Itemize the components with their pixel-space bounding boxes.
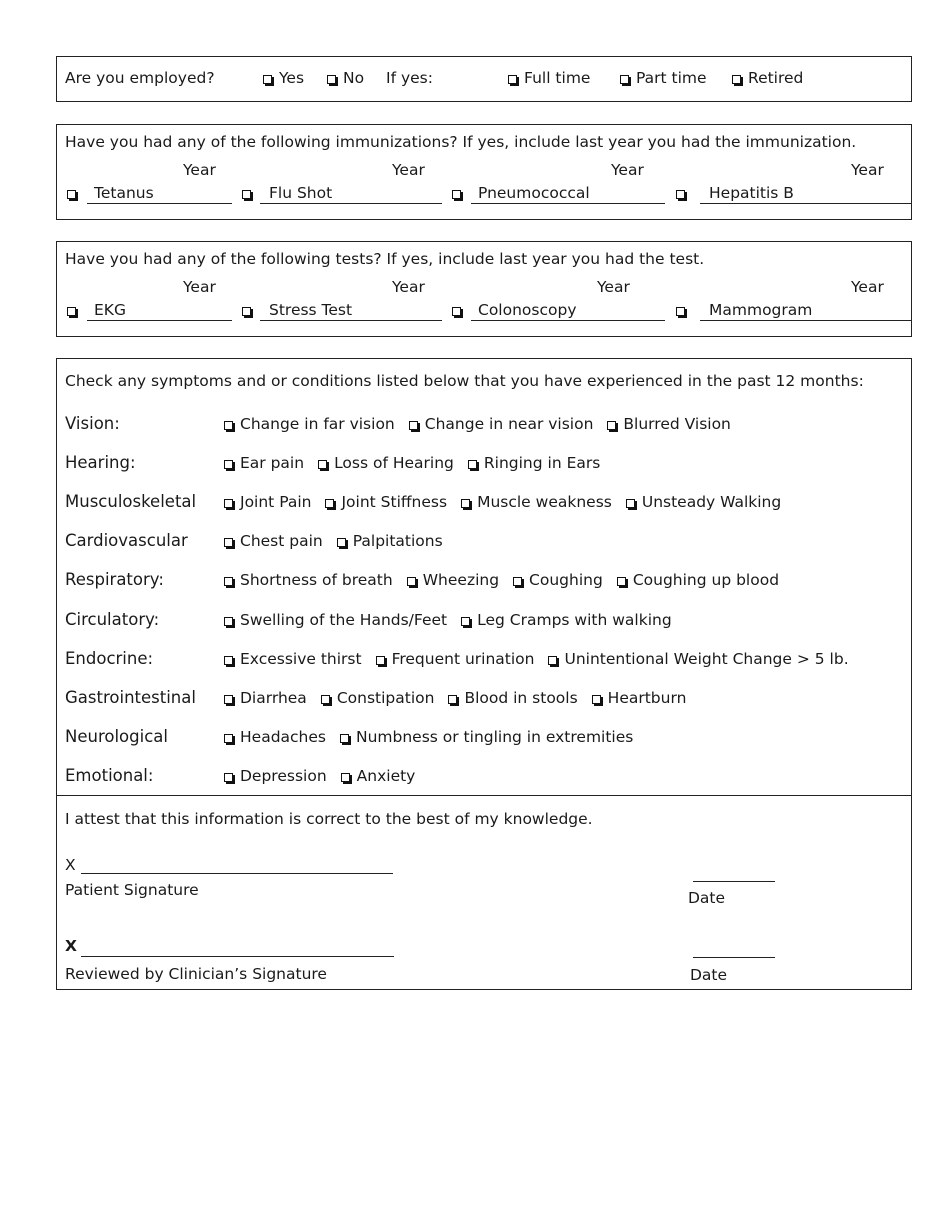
symptom-option-label: Wheezing — [422, 571, 500, 589]
checkbox-icon[interactable] — [461, 617, 470, 626]
pneumococcal-year-line[interactable] — [471, 203, 665, 204]
symptom-option[interactable] — [513, 571, 603, 589]
patient-date-line[interactable] — [693, 881, 775, 882]
symptom-option[interactable] — [224, 532, 323, 550]
retired-label: Retired — [748, 69, 804, 87]
employed-yes-label: Yes — [279, 69, 305, 87]
tests-section — [56, 241, 912, 337]
checkbox-icon[interactable] — [224, 499, 233, 508]
symptom-options-row — [224, 611, 686, 629]
checkbox-icon[interactable] — [242, 190, 251, 199]
checkbox-icon[interactable] — [452, 190, 461, 199]
tetanus-label: Tetanus — [94, 184, 154, 202]
checkbox-icon[interactable] — [607, 421, 616, 430]
symptom-option[interactable] — [224, 415, 395, 433]
symptom-option[interactable] — [607, 415, 730, 433]
symptom-category-label: Cardiovascular — [65, 531, 188, 550]
clinician-date-label: Date — [690, 966, 728, 984]
checkbox-icon[interactable] — [461, 499, 470, 508]
checkbox-icon[interactable] — [508, 75, 517, 84]
tetanus-year-line[interactable] — [87, 203, 232, 204]
checkbox-icon[interactable] — [676, 190, 685, 199]
employed-no-label: No — [343, 69, 365, 87]
checkbox-icon[interactable] — [407, 577, 416, 586]
symptom-option[interactable] — [548, 650, 848, 668]
attestation-statement: I attest that this information is correct to the best of my knowledge. — [65, 810, 593, 828]
symptom-options-row — [224, 454, 614, 472]
checkbox-icon[interactable] — [617, 577, 626, 586]
symptom-option-label: Ear pain — [240, 454, 305, 472]
year-label: Year — [392, 278, 425, 296]
colonoscopy-year-line[interactable] — [471, 320, 665, 321]
checkbox-icon[interactable] — [224, 773, 233, 782]
checkbox-icon[interactable] — [409, 421, 418, 430]
employed-yes-option[interactable] — [263, 69, 304, 87]
symptom-option-label: Coughing up blood — [632, 571, 780, 589]
symptom-option[interactable] — [592, 689, 687, 707]
symptom-option[interactable] — [224, 650, 362, 668]
symptoms-prompt: Check any symptoms and or conditions listed below that you have experienced in the past 12 months: — [65, 372, 864, 390]
hepatitis-b-checkbox[interactable] — [676, 184, 692, 202]
patient-signature-line[interactable] — [81, 873, 393, 874]
symptom-option[interactable] — [340, 728, 633, 746]
stress-test-checkbox[interactable] — [242, 301, 258, 319]
symptom-option-label: Muscle weakness — [477, 493, 612, 511]
symptom-options-row — [224, 415, 745, 433]
symptom-category-label: Circulatory: — [65, 610, 160, 629]
clinician-signature-line[interactable] — [81, 956, 394, 957]
checkbox-icon[interactable] — [341, 773, 350, 782]
symptom-option-label: Change in near vision — [424, 415, 594, 433]
part-time-label: Part time — [636, 69, 707, 87]
symptom-option[interactable] — [224, 689, 307, 707]
symptom-option[interactable] — [461, 493, 612, 511]
flu-shot-checkbox[interactable] — [242, 184, 258, 202]
checkbox-icon[interactable] — [67, 190, 76, 199]
symptom-option-label: Heartburn — [607, 689, 687, 707]
checkbox-icon[interactable] — [318, 460, 327, 469]
symptom-option-label: Unsteady Walking — [641, 493, 782, 511]
symptom-options-row — [224, 650, 863, 668]
checkbox-icon[interactable] — [321, 695, 330, 704]
symptom-category-label: Gastrointestinal — [65, 688, 196, 707]
retired-option[interactable] — [732, 69, 803, 87]
symptom-option[interactable] — [224, 571, 393, 589]
symptom-option[interactable] — [341, 767, 416, 785]
colonoscopy-label: Colonoscopy — [478, 301, 577, 319]
year-label: Year — [851, 161, 884, 179]
checkbox-icon[interactable] — [592, 695, 601, 704]
symptom-option-label: Shortness of breath — [240, 571, 393, 589]
checkbox-icon[interactable] — [376, 656, 385, 665]
checkbox-icon[interactable] — [224, 617, 233, 626]
symptom-option[interactable] — [321, 689, 435, 707]
employed-no-option[interactable] — [327, 69, 364, 87]
immunizations-prompt: Have you had any of the following immunizations? If yes, include last year you had the immunization. — [65, 133, 857, 151]
checkbox-icon[interactable] — [676, 307, 685, 316]
symptom-option-label: Blood in stools — [464, 689, 578, 707]
checkbox-icon[interactable] — [242, 307, 251, 316]
checkbox-icon[interactable] — [263, 75, 272, 84]
symptom-category-label: Vision: — [65, 414, 120, 433]
mammogram-label: Mammogram — [709, 301, 813, 319]
symptom-option[interactable] — [325, 493, 447, 511]
symptom-category-label: Respiratory: — [65, 570, 164, 589]
checkbox-icon[interactable] — [224, 734, 233, 743]
symptom-option[interactable] — [617, 571, 779, 589]
year-label: Year — [851, 278, 884, 296]
patient-signature-label: Patient Signature — [65, 881, 199, 899]
symptom-option-label: Frequent urination — [391, 650, 535, 668]
if-yes-label: If yes: — [386, 69, 433, 87]
symptom-option-label: Swelling of the Hands/Feet — [240, 611, 448, 629]
symptom-options-row — [224, 689, 700, 707]
flu-shot-year-line[interactable] — [260, 203, 442, 204]
symptom-option[interactable] — [318, 454, 454, 472]
symptom-category-label: Musculoskeletal — [65, 492, 197, 511]
mammogram-checkbox[interactable] — [676, 301, 692, 319]
clinician-date-line[interactable] — [693, 957, 775, 958]
patient-date-label: Date — [688, 889, 726, 907]
hepatitis-b-year-line[interactable] — [700, 203, 912, 204]
checkbox-icon[interactable] — [337, 538, 346, 547]
checkbox-icon[interactable] — [732, 75, 741, 84]
symptom-option-label: Headaches — [240, 728, 326, 746]
colonoscopy-checkbox[interactable] — [452, 301, 468, 319]
flu-shot-label: Flu Shot — [269, 184, 333, 202]
symptom-option-label: Loss of Hearing — [334, 454, 454, 472]
symptom-options-row — [224, 728, 647, 746]
symptom-option[interactable] — [337, 532, 443, 550]
symptom-option[interactable] — [407, 571, 499, 589]
symptom-option[interactable] — [224, 767, 327, 785]
symptom-options-row — [224, 571, 793, 589]
symptom-category-label: Neurological — [65, 727, 168, 746]
symptom-option[interactable] — [376, 650, 535, 668]
symptom-option[interactable] — [409, 415, 594, 433]
checkbox-icon[interactable] — [224, 421, 233, 430]
year-label: Year — [611, 161, 644, 179]
symptom-option-label: Diarrhea — [240, 689, 307, 707]
year-label: Year — [392, 161, 425, 179]
symptom-option[interactable] — [224, 493, 311, 511]
symptom-category-label: Endocrine: — [65, 649, 154, 668]
section-divider — [57, 795, 911, 796]
checkbox-icon[interactable] — [224, 460, 233, 469]
symptom-category-label: Hearing: — [65, 453, 136, 472]
symptom-option-label: Ringing in Ears — [483, 454, 601, 472]
part-time-option[interactable] — [620, 69, 707, 87]
pneumococcal-checkbox[interactable] — [452, 184, 468, 202]
checkbox-icon[interactable] — [340, 734, 349, 743]
employment-section — [56, 56, 912, 102]
ekg-label: EKG — [94, 301, 126, 319]
symptom-option-label: Joint Pain — [240, 493, 312, 511]
immunizations-section — [56, 124, 912, 220]
symptom-option[interactable] — [461, 611, 672, 629]
symptom-options-row — [224, 493, 795, 511]
full-time-option[interactable] — [508, 69, 590, 87]
symptom-option-label: Constipation — [336, 689, 435, 707]
symptom-option-label: Unintentional Weight Change > 5 lb. — [564, 650, 849, 668]
checkbox-icon[interactable] — [468, 460, 477, 469]
symptoms-section — [56, 358, 912, 990]
tests-prompt: Have you had any of the following tests? If yes, include last year you had the test. — [65, 250, 705, 268]
symptom-option-label: Numbness or tingling in extremities — [355, 728, 634, 746]
checkbox-icon[interactable] — [224, 577, 233, 586]
year-label: Year — [183, 161, 216, 179]
symptom-option-label: Anxiety — [356, 767, 416, 785]
checkbox-icon[interactable] — [325, 499, 334, 508]
ekg-year-line[interactable] — [87, 320, 232, 321]
symptom-option[interactable] — [626, 493, 781, 511]
checkbox-icon[interactable] — [452, 307, 461, 316]
symptom-option[interactable] — [224, 728, 326, 746]
year-label: Year — [597, 278, 630, 296]
checkbox-icon[interactable] — [224, 538, 233, 547]
symptom-options-row — [224, 767, 429, 785]
checkbox-icon[interactable] — [513, 577, 522, 586]
full-time-label: Full time — [524, 69, 591, 87]
symptom-option-label: Depression — [240, 767, 327, 785]
symptom-category-label: Emotional: — [65, 766, 154, 785]
tetanus-checkbox[interactable] — [67, 184, 83, 202]
symptom-option[interactable] — [224, 454, 304, 472]
symptom-option-label: Coughing — [529, 571, 603, 589]
symptom-option-label: Change in far vision — [240, 415, 395, 433]
pneumococcal-label: Pneumococcal — [478, 184, 590, 202]
symptom-options-row — [224, 532, 457, 550]
checkbox-icon[interactable] — [448, 695, 457, 704]
checkbox-icon[interactable] — [224, 695, 233, 704]
checkbox-icon[interactable] — [620, 75, 629, 84]
clinician-x-mark: X — [65, 937, 77, 955]
symptom-option[interactable] — [224, 611, 447, 629]
ekg-checkbox[interactable] — [67, 301, 83, 319]
patient-x-mark: X — [65, 856, 76, 874]
checkbox-icon[interactable] — [327, 75, 336, 84]
symptom-option-label: Joint Stiffness — [341, 493, 448, 511]
symptom-option-label: Chest pain — [240, 532, 323, 550]
checkbox-icon[interactable] — [626, 499, 635, 508]
checkbox-icon[interactable] — [67, 307, 76, 316]
clinician-signature-label: Reviewed by Clinician’s Signature — [65, 965, 327, 983]
stress-test-label: Stress Test — [269, 301, 353, 319]
symptom-option-label: Blurred Vision — [623, 415, 731, 433]
mammogram-year-line[interactable] — [700, 320, 912, 321]
checkbox-icon[interactable] — [548, 656, 557, 665]
employment-question: Are you employed? — [65, 69, 215, 87]
year-label: Year — [183, 278, 216, 296]
symptom-option[interactable] — [468, 454, 600, 472]
symptom-option[interactable] — [448, 689, 577, 707]
checkbox-icon[interactable] — [224, 656, 233, 665]
symptom-option-label: Leg Cramps with walking — [477, 611, 672, 629]
symptom-option-label: Palpitations — [352, 532, 443, 550]
hepatitis-b-label: Hepatitis B — [709, 184, 794, 202]
stress-test-year-line[interactable] — [260, 320, 442, 321]
symptom-option-label: Excessive thirst — [240, 650, 362, 668]
